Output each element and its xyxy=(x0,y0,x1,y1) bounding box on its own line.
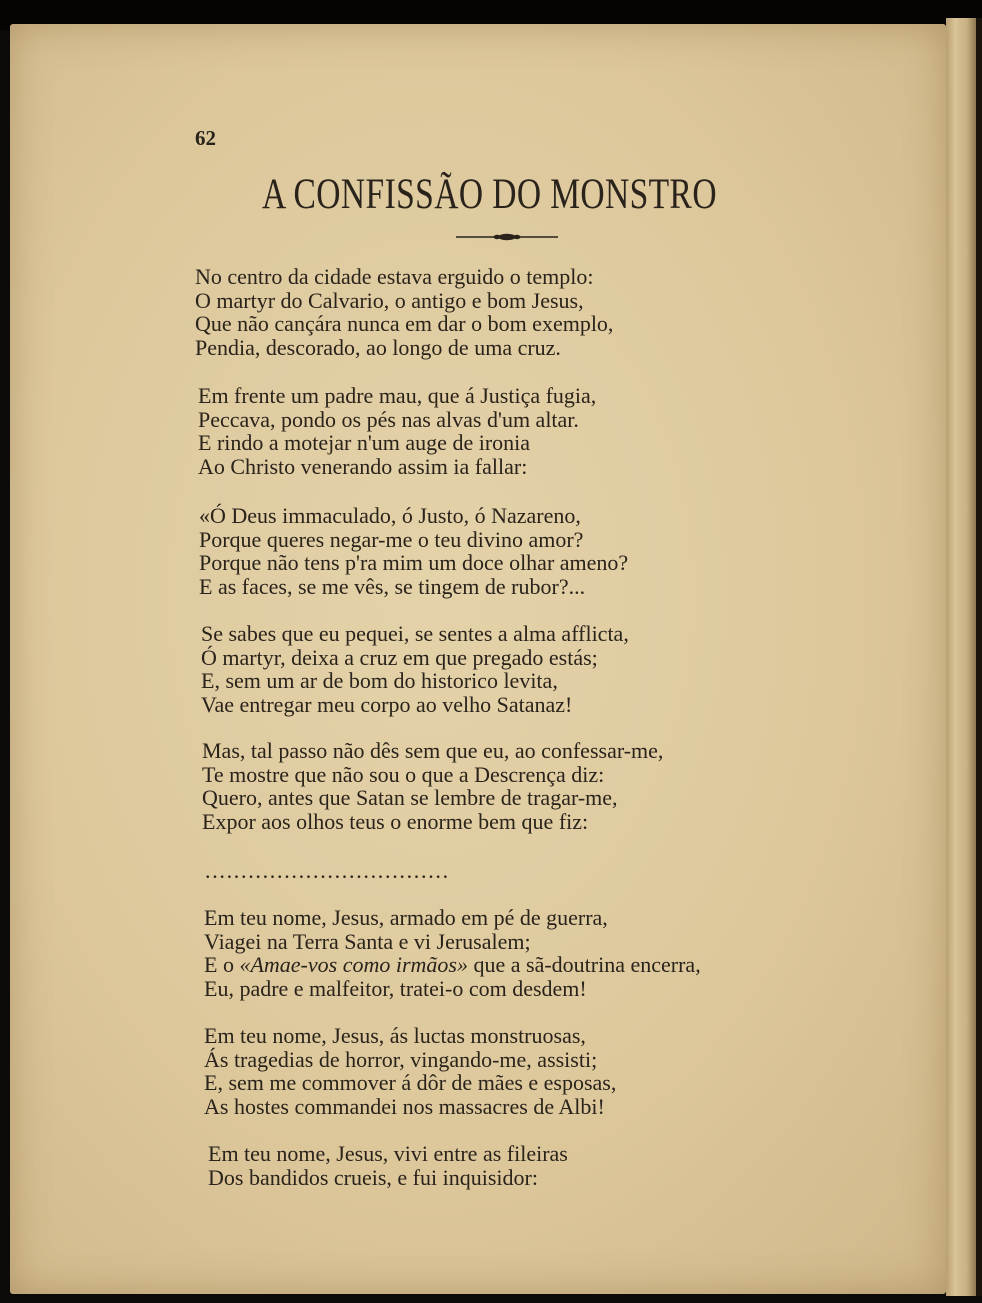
verse-line: Em teu nome, Jesus, armado em pé de guerra, xyxy=(204,905,608,930)
verse-line: Quero, antes que Satan se lembre de tragar-me, xyxy=(202,785,618,810)
verse-line: No centro da cidade estava erguido o templo: xyxy=(195,264,594,289)
verse-line: Que não cançára nunca em dar o bom exemplo, xyxy=(195,311,614,336)
verse-line: Em frente um padre mau, que á Justiça fugia, xyxy=(198,383,597,408)
verse-line: Se sabes que eu pequei, se sentes a alma afflicta, xyxy=(201,621,629,646)
stanza-2 xyxy=(198,384,596,478)
stanza-5 xyxy=(202,739,663,833)
stanza-3 xyxy=(199,504,628,598)
book-edge-shadow xyxy=(976,18,982,1296)
stanza-8 xyxy=(208,1142,568,1189)
verse-line: Eu, padre e malfeitor, tratei-o com desdem! xyxy=(204,975,587,1001)
dotted-separator: .................................. xyxy=(205,858,450,883)
verse-line: Porque queres negar-me o teu divino amor? xyxy=(199,526,584,552)
stanza-7 xyxy=(204,1024,616,1118)
stanza-4 xyxy=(201,622,629,716)
verse-line: E rindo a motejar n'um auge de ironia xyxy=(198,430,531,455)
verse-line: E, sem me commover á dôr de mães e esposas, xyxy=(204,1070,617,1095)
verse-line: Ás tragedias de horror, vingando-me, assisti; xyxy=(204,1046,598,1072)
verse-text: que a sã-doutrina encerra, xyxy=(467,952,701,977)
verse-line: As hostes commandei nos massacres de Albi! xyxy=(204,1093,605,1119)
facing-page-edge xyxy=(946,18,976,1296)
verse-line: Em teu nome, Jesus, vivi entre as fileiras xyxy=(208,1141,568,1166)
page-number: 62 xyxy=(195,126,216,150)
stanza-1 xyxy=(195,265,613,359)
stanza-6 xyxy=(204,906,701,1000)
poem-title: A CONFISSÃO DO MONSTRO xyxy=(262,171,717,218)
verse-line: Ó martyr, deixa a cruz em que pregado estás; xyxy=(201,644,598,670)
verse-line: Ao Christo venerando assim ia fallar: xyxy=(198,453,528,479)
verse-line: Peccava, pondo os pés nas alvas d'um altar. xyxy=(198,406,579,432)
verse-line: E, sem um ar de bom do historico levita, xyxy=(201,668,558,693)
verse-line: Pendia, descorado, ao longo de uma cruz. xyxy=(195,334,561,360)
verse-line: Em teu nome, Jesus, ás luctas monstruosas, xyxy=(204,1023,586,1048)
verse-line: Vae entregar meu corpo ao velho Satanaz! xyxy=(201,691,573,717)
verse-line: E as faces, se me vês, se tingem de rubor?... xyxy=(199,573,586,599)
italic-quote: «Amae-vos como irmãos» xyxy=(239,952,468,977)
verse-line-with-quote xyxy=(204,953,701,977)
ornamental-rule-icon xyxy=(456,232,558,242)
verse-line: Expor aos olhos teus o enorme bem que fiz: xyxy=(202,808,589,834)
verse-text: E o xyxy=(204,952,240,977)
verse-line: Mas, tal passo não dês sem que eu, ao confessar-me, xyxy=(202,738,664,763)
verse-line: Te mostre que não sou o que a Descrença diz: xyxy=(202,761,605,787)
verse-line: «Ó Deus immaculado, ó Justo, ó Nazareno, xyxy=(199,503,581,528)
verse-line: Viagei na Terra Santa e vi Jerusalem; xyxy=(204,928,531,954)
verse-line: Porque não tens p'ra mim um doce olhar ameno? xyxy=(199,550,629,575)
verse-line: O martyr do Calvario, o antigo e bom Jesus, xyxy=(195,287,584,313)
verse-line: Dos bandidos crueis, e fui inquisidor: xyxy=(208,1164,538,1190)
